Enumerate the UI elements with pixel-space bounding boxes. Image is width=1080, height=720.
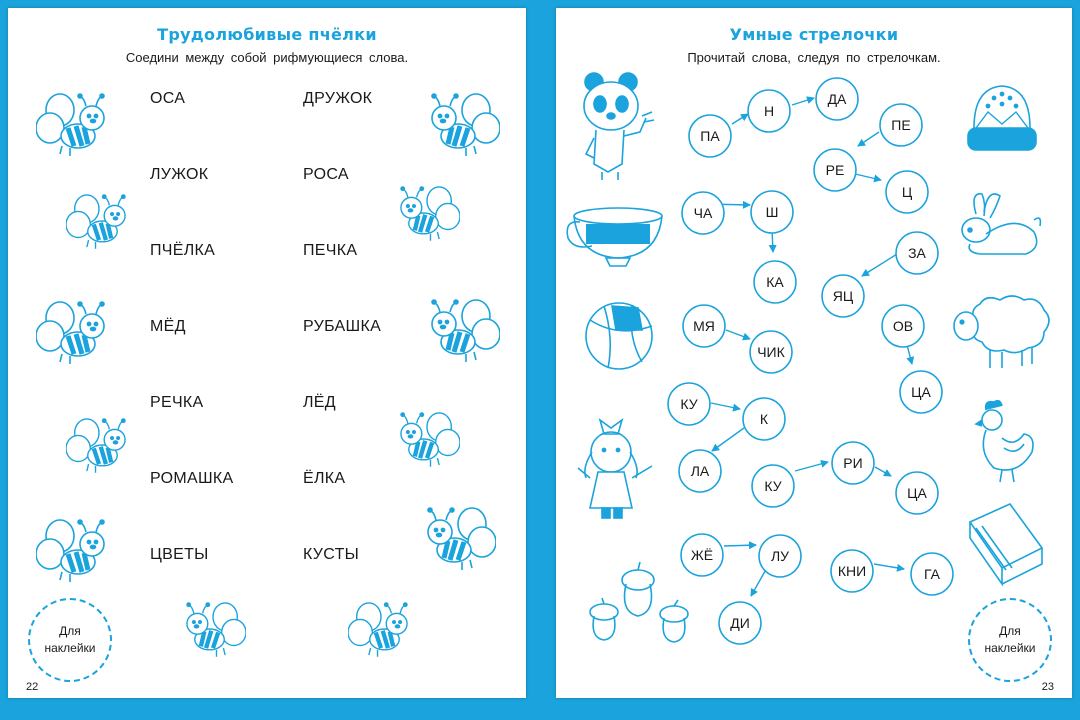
arrow — [792, 98, 814, 105]
syllable: ОВ — [892, 318, 914, 334]
bee-icon — [36, 514, 112, 586]
syllable: РЕ — [825, 162, 845, 178]
arrow — [874, 564, 904, 569]
syllable: К — [759, 411, 769, 427]
right-page — [556, 8, 1072, 698]
left-page-instruction: Соедини между собой рифмующиеся слова. — [125, 50, 409, 65]
page-number: 23 — [1041, 681, 1054, 693]
left-word-2: ЛУЖОК — [150, 166, 209, 183]
bee-icon — [420, 502, 496, 574]
syllable: ПА — [700, 128, 720, 144]
arrow — [855, 174, 881, 180]
syllable: КА — [766, 274, 784, 290]
thimble-icon — [968, 86, 1036, 150]
syllable: КУ — [764, 478, 782, 494]
left-word-5: РЕЧКА — [150, 394, 204, 411]
right-word-6: ЁЛКА — [303, 470, 346, 487]
arrow — [724, 545, 756, 546]
syllable: ГА — [924, 566, 940, 582]
arrow — [732, 114, 748, 124]
left-word-4: МЁД — [150, 318, 186, 335]
arrow — [795, 462, 828, 471]
bee-icon — [424, 88, 500, 160]
bee-icon — [394, 406, 460, 472]
syllable: ЦА — [911, 384, 931, 400]
syllable: Ш — [765, 204, 779, 220]
arrow — [875, 467, 891, 476]
bee-icon — [36, 296, 112, 368]
book-icon — [970, 504, 1042, 584]
teacup-icon — [567, 208, 662, 266]
rabbit-icon — [962, 194, 1040, 254]
syllable: РИ — [843, 455, 863, 471]
right-page-title: Умные стрелочки — [729, 25, 899, 44]
left-word-6: РОМАШКА — [150, 470, 234, 487]
syllable: ЗА — [908, 245, 926, 261]
syllable: ЖЁ — [690, 547, 714, 563]
syllable: КУ — [680, 396, 698, 412]
bee-icon — [424, 294, 500, 366]
syllable-map — [556, 8, 1072, 698]
bee-icon — [348, 596, 414, 662]
panda-icon — [584, 73, 654, 180]
arrow — [726, 330, 750, 339]
right-word-3: ПЕЧКА — [303, 242, 358, 259]
syllable: ДА — [827, 91, 847, 107]
right-word-2: РОСА — [303, 166, 349, 183]
hen-icon — [976, 401, 1033, 482]
syllable: ЯЦ — [832, 288, 854, 304]
syllable: ЧИК — [757, 344, 785, 360]
syllable: ЧА — [693, 205, 713, 221]
syllable: ЦА — [907, 485, 927, 501]
bee-icon — [36, 88, 112, 160]
syllable: ПЕ — [891, 117, 911, 133]
left-word-3: ПЧЁЛКА — [150, 242, 216, 259]
right-word-7: КУСТЫ — [303, 546, 360, 563]
syllable: Н — [763, 103, 775, 119]
syllable: ЛА — [690, 463, 710, 479]
arrow — [712, 428, 744, 451]
arrow — [858, 132, 879, 146]
syllable: ЛУ — [770, 548, 790, 564]
left-page — [8, 8, 526, 698]
bee-icon — [66, 412, 132, 478]
right-page-instruction: Прочитай слова, следуя по стрелочкам. — [687, 50, 941, 65]
arrow — [711, 403, 740, 409]
page-number: 22 — [26, 681, 39, 693]
right-word-1: ДРУЖОК — [303, 90, 373, 107]
bee-icon — [394, 180, 460, 246]
sheep-icon — [954, 296, 1049, 368]
acorns-icon — [590, 562, 688, 642]
syllable: КНИ — [837, 563, 867, 579]
syllable: МЯ — [693, 318, 715, 334]
arrow — [862, 254, 897, 276]
sticker-placeholder: Для наклейки — [28, 598, 112, 682]
bee-icon — [66, 188, 132, 254]
doll-icon — [578, 420, 652, 518]
ball-icon — [586, 303, 652, 369]
sticker-placeholder: Для наклейки — [968, 598, 1052, 682]
left-page-title: Трудолюбивые пчёлки — [157, 25, 377, 44]
bee-icon — [180, 596, 246, 662]
right-word-4: РУБАШКА — [303, 318, 382, 335]
syllable: Ц — [901, 184, 913, 200]
left-word-1: ОСА — [150, 90, 186, 107]
syllable: ДИ — [730, 615, 750, 631]
right-word-5: ЛЁД — [303, 394, 336, 411]
left-word-7: ЦВЕТЫ — [150, 546, 209, 563]
